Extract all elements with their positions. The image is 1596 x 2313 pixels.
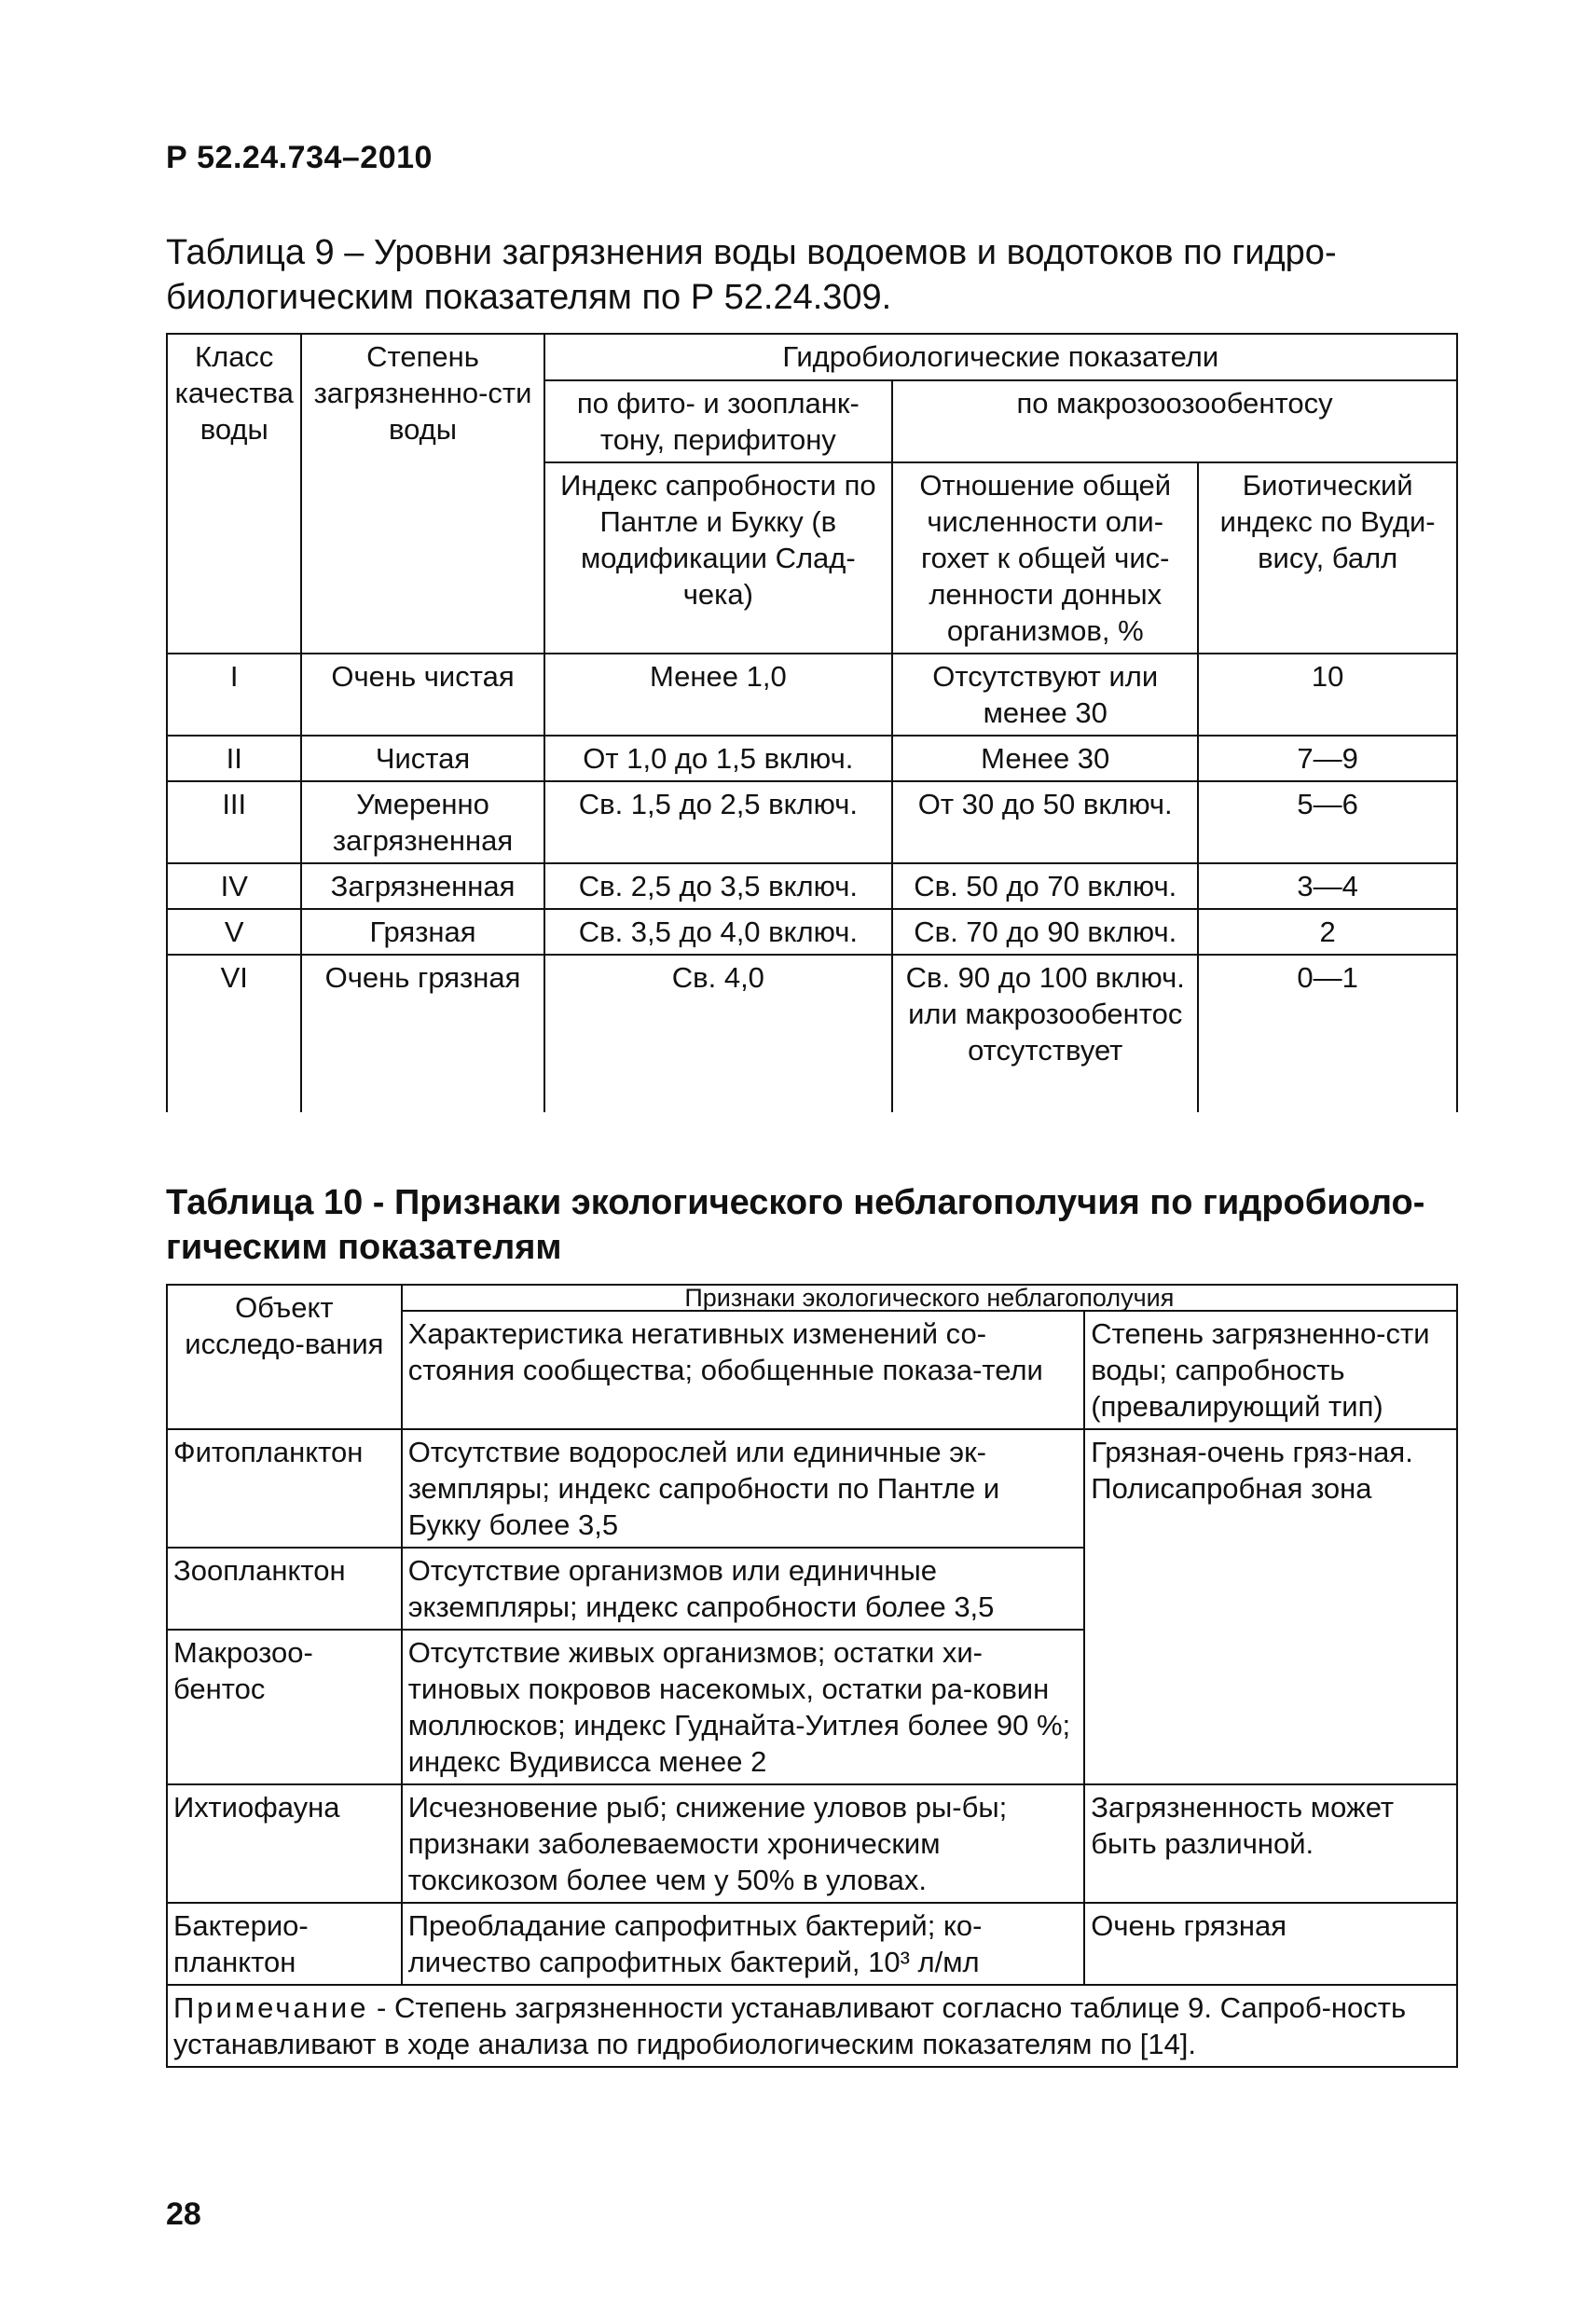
page-number: 28: [166, 2196, 201, 2232]
cell-biotic: 10: [1198, 654, 1457, 736]
document-code-header: Р 52.24.734–2010: [166, 140, 433, 175]
header-hydrobiological-indicators: Гидробиологические показатели: [544, 334, 1457, 380]
cell-saprobity: Св. 3,5 до 4,0 включ.: [544, 909, 893, 955]
cell-oligochaete: Менее 30: [892, 736, 1198, 781]
cell-oligochaete: Св. 70 до 90 включ.: [892, 909, 1198, 955]
table-note-row: [167, 1985, 1457, 2067]
cell-class: I: [167, 654, 301, 736]
header-pollution-degree: Степень загрязненно-сти воды: [301, 334, 543, 654]
cell-degree: Загрязненность может быть различной.: [1084, 1784, 1457, 1903]
cell-saprobity: Св. 1,5 до 2,5 включ.: [544, 781, 893, 863]
table-note: [167, 1985, 1457, 2067]
note-label: Примечание: [173, 1991, 369, 2024]
cell-oligochaete: От 30 до 50 включ.: [892, 781, 1198, 863]
cell-object: Фитопланктон: [167, 1429, 402, 1548]
cell-degree: Загрязненная: [301, 863, 543, 909]
table10-caption: Таблица 10 - Признаки экологического неблагополучия по гидробиоло-гическим показателям: [166, 1183, 1425, 1267]
table-row: [167, 781, 1457, 863]
cell-characteristic: Преобладание сапрофитных бактерий; ко-личество сапрофитных бактерий, 10³ л/мл: [402, 1903, 1085, 1985]
header-saprobity-index: Индекс сапробности по Пантле и Букку (в модификации Слад-чека): [544, 462, 893, 654]
cell-saprobity: Св. 4,0: [544, 955, 893, 1112]
table-row: [167, 863, 1457, 909]
cell-object: Зоопланктон: [167, 1548, 402, 1630]
cell-saprobity: Св. 2,5 до 3,5 включ.: [544, 863, 893, 909]
cell-class: IV: [167, 863, 301, 909]
table9-caption: Таблица 9 – Уровни загрязнения воды водоемов и водотоков по гидро-биологическим показателям по Р 52.24.309.: [166, 233, 1337, 317]
cell-biotic: 5—6: [1198, 781, 1457, 863]
header-pollution-saprobity: Степень загрязненно-сти воды; сапробность (превалирующий тип): [1084, 1311, 1457, 1429]
cell-degree: Очень грязная: [1084, 1903, 1457, 1985]
header-macrozoobenthos: по макрозоозообентосу: [892, 380, 1457, 462]
cell-biotic: 7—9: [1198, 736, 1457, 781]
cell-class: III: [167, 781, 301, 863]
cell-degree: Грязная-очень гряз-ная. Полисапробная зона: [1084, 1429, 1457, 1784]
cell-characteristic: Отсутствие водорослей или единичные эк-земпляры; индекс сапробности по Пантле и Букку более 3,5: [402, 1429, 1085, 1548]
cell-biotic: 3—4: [1198, 863, 1457, 909]
table9-water-pollution-levels: [166, 333, 1458, 1112]
header-biotic-index: Биотический индекс по Вуди-висy, балл: [1198, 462, 1457, 654]
table-row: [167, 736, 1457, 781]
cell-characteristic: Исчезновение рыб; снижение уловов ры-бы; признаки заболеваемости хроническим токсикозом более чем у 50% в уловах.: [402, 1784, 1085, 1903]
cell-biotic: 0—1: [1198, 955, 1457, 1112]
table-row: [167, 909, 1457, 955]
cell-object: Бактерио-планктон: [167, 1903, 402, 1985]
cell-oligochaete: Св. 50 до 70 включ.: [892, 863, 1198, 909]
note-text: - Степень загрязненности устанавливают согласно таблице 9. Сапроб-ность устанавливают в ходе анализа по гидробиологическим показателям по [14].: [173, 1991, 1407, 2060]
cell-saprobity: Менее 1,0: [544, 654, 893, 736]
cell-degree: Умеренно загрязненная: [301, 781, 543, 863]
header-oligochaete-ratio: Отношение общей численности оли-гохет к общей чис-ленности донных организмов, %: [892, 462, 1198, 654]
table-row: [167, 1903, 1457, 1985]
header-distress-signs: Признаки экологического неблагополучия: [402, 1285, 1457, 1311]
cell-characteristic: Отсутствие организмов или единичные экземпляры; индекс сапробности более 3,5: [402, 1548, 1085, 1630]
cell-saprobity: От 1,0 до 1,5 включ.: [544, 736, 893, 781]
cell-degree: Очень чистая: [301, 654, 543, 736]
cell-degree: Чистая: [301, 736, 543, 781]
cell-class: II: [167, 736, 301, 781]
cell-characteristic: Отсутствие живых организмов; остатки хи-тиновых покровов насекомых, остатки ра-ковин моллюсков; индекс Гуднайта-Уитлея более 90 %; индекс Вудивисса менее 2: [402, 1630, 1085, 1784]
cell-degree: Очень грязная: [301, 955, 543, 1112]
header-phyto-zooplankton: по фито- и зоопланк-тону, перифитону: [544, 380, 893, 462]
cell-oligochaete: Св. 90 до 100 включ. или макрозообентос отсутствует: [892, 955, 1198, 1112]
table-row: [167, 1784, 1457, 1903]
cell-oligochaete: Отсутствуют или менее 30: [892, 654, 1198, 736]
cell-object: Ихтиофауна: [167, 1784, 402, 1903]
header-study-object: Объект исследо-вания: [167, 1285, 402, 1429]
header-quality-class: Класс качества воды: [167, 334, 301, 654]
cell-class: VI: [167, 955, 301, 1112]
table-row: [167, 955, 1457, 1112]
table10-ecological-distress-signs: [166, 1284, 1458, 2068]
cell-class: V: [167, 909, 301, 955]
table-row: [167, 1429, 1457, 1548]
cell-degree: Грязная: [301, 909, 543, 955]
header-negative-changes: Характеристика негативных изменений со-стояния сообщества; обобщенные показа-тели: [402, 1311, 1085, 1429]
table-row: [167, 654, 1457, 736]
cell-object: Макрозоо-бентос: [167, 1630, 402, 1784]
cell-biotic: 2: [1198, 909, 1457, 955]
